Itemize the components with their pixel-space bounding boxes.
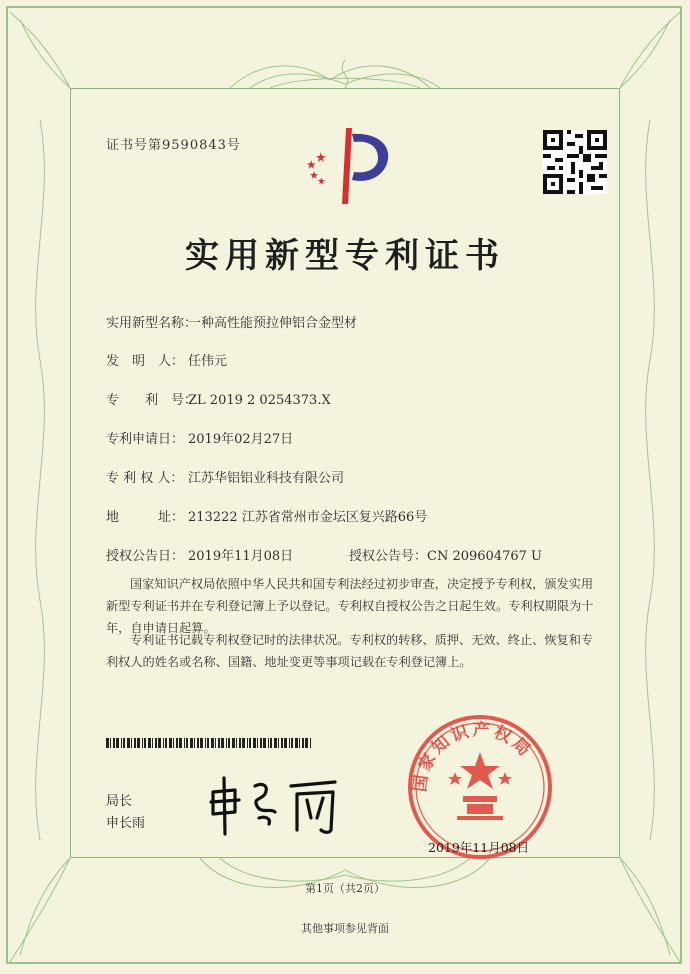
director-title: 局长 [106, 794, 133, 809]
patent-number-label: 专 利 号： [106, 393, 198, 408]
grant-number-label: 授权公告号： [349, 549, 428, 564]
patent-number-row [106, 389, 331, 408]
legal-status-paragraph: 专利证书记载专利权登记时的法律状况。专利权的转移、质押、无效、终止、恢复和专利权人的姓名或名称、国籍、地址变更等事项记载在专利登记簿上。 [106, 633, 594, 669]
certificate-title: 实用新型专利证书 [185, 236, 505, 276]
grant-number-value: CN 209604767 U [427, 549, 542, 564]
grant-number-row [349, 545, 542, 564]
patent-number-value: ZL 2019 2 0254373.X [188, 393, 331, 408]
utility-model-name-row [106, 312, 357, 331]
patentee-value: 江苏华铝铝业科技有限公司 [188, 471, 345, 486]
seal-date: 2019年11月08日 [428, 840, 530, 855]
grant-date-row [106, 545, 293, 564]
inventor-row [106, 350, 227, 369]
footer-note: 其他事项参见背面 [301, 922, 389, 935]
address-label: 地 址： [106, 510, 185, 525]
handwritten-signature [205, 772, 355, 842]
grant-date-value: 2019年11月08日 [188, 549, 294, 564]
svg-text:国家知识产权局: 国家知识产权局 [410, 720, 537, 794]
patentee-label: 专 利 权 人： [106, 471, 184, 486]
address-value: 213222 江苏省常州市金坛区复兴路66号 [188, 510, 428, 525]
grant-statement-paragraph: 国家知识产权局依照中华人民共和国专利法经过初步审查，决定授予专利权，颁发实用新型专利证书并在专利登记簿上予以登记。专利权自授权公告之日起生效。专利权期限为十年，自申请日起算。 [106, 577, 594, 635]
filing-date-label: 专利申请日： [106, 432, 185, 447]
patentee-row [106, 467, 344, 486]
address-row [106, 506, 427, 525]
certificate-number: 证书号第9590843号 [106, 138, 241, 153]
utility-model-name-value: 一种高性能预拉伸铝合金型材 [188, 316, 358, 331]
filing-date-row [106, 428, 293, 447]
inventor-label: 发 明 人： [106, 354, 185, 369]
grant-date-label: 授权公告日： [106, 549, 185, 564]
director-name: 申长雨 [106, 816, 146, 831]
qr-code-icon [543, 130, 607, 194]
cnipa-logo-icon [298, 126, 398, 206]
filing-date-value: 2019年02月27日 [188, 432, 294, 447]
page-indicator: 第1页（共2页） [305, 882, 385, 895]
inventor-value: 任伟元 [188, 354, 228, 369]
barcode-icon [106, 738, 316, 748]
utility-model-name-label: 实用新型名称： [106, 316, 198, 331]
